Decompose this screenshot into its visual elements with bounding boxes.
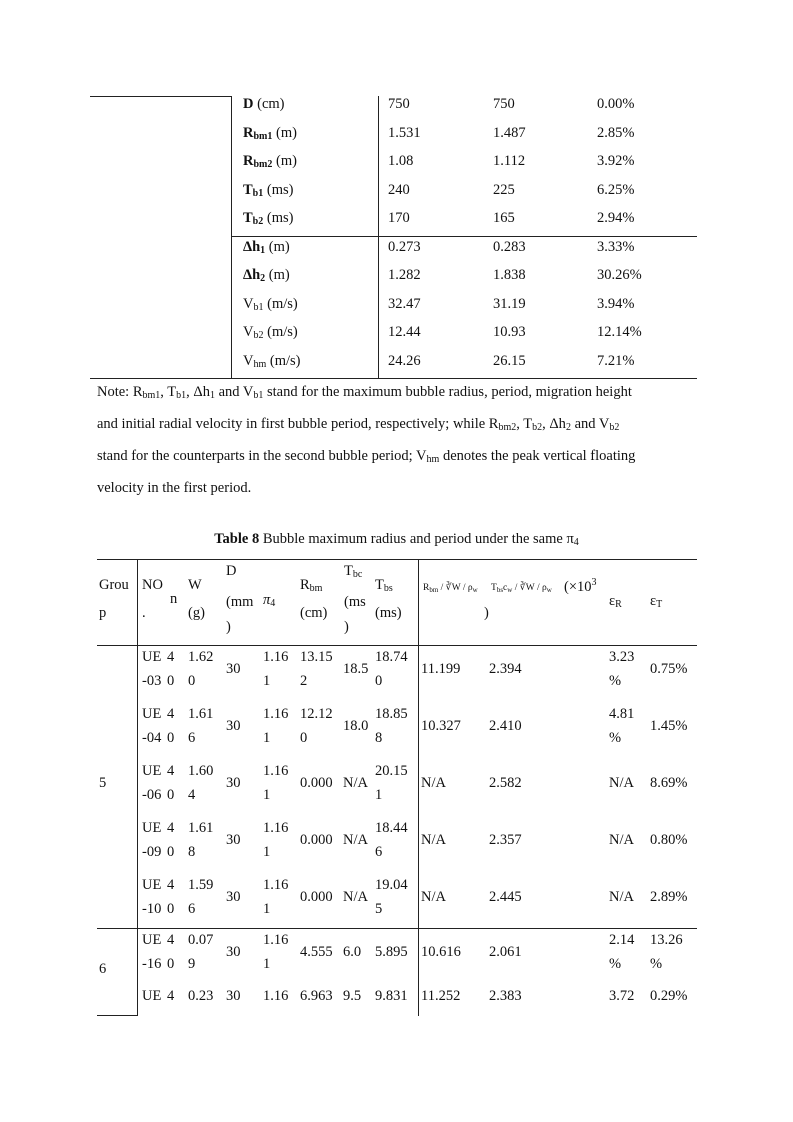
col-n-header: n [170,591,178,607]
col-rbm-header: $R_{bm}$ [300,577,323,594]
top-row-value-1: 240 [388,181,410,198]
top-row-label: $V_{b1}$ (m/s) [243,295,298,313]
cell-no: -04 [142,730,162,746]
top-row-error: 6.25% [597,181,635,198]
cell-epsilon-r: % [609,730,622,746]
col-group-header: Grou [99,577,129,593]
top-section-rule [231,236,697,237]
top-left-vrule [231,96,232,378]
top-row-value-1: 32.47 [388,295,421,312]
cell-d: 30 [226,775,241,791]
cell-pi4: 1.16 [263,763,289,779]
cell-w: 1.62 [188,649,214,665]
cell-pi4: 1 [263,730,271,746]
cell-t-normalized: 2.582 [489,775,522,791]
cell-no: UE [142,877,162,893]
top-row-label: $\Delta h_1$ (m) [243,238,290,256]
cell-r-normalized: 10.616 [421,944,461,960]
top-rule [90,96,231,97]
t8-bottom-stub [97,1015,138,1016]
cell-pi4: 1 [263,844,271,860]
cell-tbs: 19.04 [375,877,408,893]
top-row-error: 2.85% [597,124,635,141]
cell-tbs: 6 [375,844,383,860]
top-row-error: 3.92% [597,153,635,169]
note-line-4: velocity in the first period. [97,480,252,496]
col-rbm-header: (cm) [300,605,328,621]
cell-epsilon-t: 0.80% [650,832,688,848]
top-row-value-1: 0.273 [388,238,421,255]
top-row-label: $R_{bm2}$ (m) [243,153,297,170]
col-tbs-header: $T_{bs}$ [375,577,393,594]
cell-n: 4 [167,877,175,893]
cell-no: UE [142,649,162,665]
cell-epsilon-t: 13.26 [650,932,683,948]
cell-tbc: 9.5 [343,988,362,1004]
cell-w: 9 [188,956,196,972]
top-row-label: D (cm) [243,96,285,112]
col-tbc-header: ) [344,619,349,635]
cell-epsilon-t: 1.45% [650,718,688,734]
cell-epsilon-r: 3.72 [609,988,635,1004]
col-w-header: W [188,577,202,593]
top-mid-vrule [378,96,379,378]
col-tbc-header: $T_{bc}$ [344,563,363,580]
col-no-header: NO [142,577,163,593]
top-row-value-2: 225 [493,181,515,198]
caption-label: Table 8 [214,531,260,547]
top-row-error: 3.33% [597,238,635,255]
col-pi4-header: $\pi_4$ [263,592,276,609]
col-d-header: ) [226,619,231,635]
cell-t-normalized: 2.394 [489,661,522,677]
top-row-value-2: 1.487 [493,124,526,141]
top-row-value-2: 165 [493,210,515,226]
cell-no: -09 [142,844,162,860]
cell-w: 0.07 [188,932,214,948]
table-8-caption [0,531,793,548]
caption-sub: 4 [573,537,579,548]
top-row-label: $V_{hm}$ (m/s) [243,352,301,370]
cell-tbc: 18.0 [343,718,369,734]
top-row-error: 0.00% [597,96,635,112]
col-no-header: . [142,605,146,621]
cell-w: 1.60 [188,763,214,779]
top-row-value-2: 0.283 [493,238,526,255]
cell-t-normalized: 2.061 [489,944,522,960]
cell-no: UE [142,763,162,779]
top-row-value-2: 1.112 [493,153,526,169]
col-r-normalized-header: $R_{bm}$ / ∛W / $\rho_w$ [423,583,478,594]
top-row-label: $T_{b2}$ (ms) [243,210,294,227]
cell-n: 4 [167,988,175,1004]
top-row-error: 2.94% [597,210,635,226]
cell-no: -10 [142,901,162,917]
top-row-error: 12.14% [597,324,642,340]
cell-rbm: 0 [300,730,308,746]
col-tbs-header: (ms) [375,605,402,621]
cell-epsilon-t: 8.69% [650,775,688,791]
cell-t-normalized: 2.383 [489,988,522,1004]
t8-top-rule [97,559,697,560]
cell-no: -06 [142,787,162,803]
cell-tbc: N/A [343,832,368,848]
cell-t-normalized: 2.445 [489,889,522,905]
note-line-3: stand for the counterparts in the second bubble period; $V_{hm}$ denotes the peak vertical floating [97,448,636,465]
top-row-label: $R_{bm1}$ (m) [243,124,297,142]
note-line-2: and initial radial velocity in first bubble period, respectively; while $R_{bm2}$, $T_{b2}$, $\Delta h_2$ and $V_{b2}$ [97,416,620,433]
col-epsilon-t-header: $\varepsilon_T$ [650,593,663,610]
top-row-value-2: 10.93 [493,324,526,340]
top-row-value-2: 26.15 [493,352,526,369]
cell-w: 0 [188,673,196,689]
cell-pi4: 1.16 [263,932,289,948]
top-row-label: $V_{b2}$ (m/s) [243,324,298,341]
top-row-error: 3.94% [597,295,635,312]
top-row-value-2: 1.838 [493,267,526,283]
col-d-header: D [226,563,237,579]
cell-pi4: 1.16 [263,820,289,836]
cell-w: 4 [188,787,196,803]
cell-n: 4 [167,763,175,779]
cell-n: 0 [167,787,175,803]
cell-t-normalized: 2.410 [489,718,522,734]
cell-rbm: 0.000 [300,775,333,791]
cell-pi4: 1 [263,901,271,917]
top-row-value-2: 750 [493,96,515,112]
cell-w: 1.61 [188,706,214,722]
top-row-value-1: 12.44 [388,324,421,340]
cell-d: 30 [226,944,241,960]
cell-d: 30 [226,988,241,1004]
t8-header-rule [97,645,697,646]
cell-epsilon-r: % [609,956,622,972]
cell-rbm: 6.963 [300,988,333,1004]
group-label-5: 5 [99,775,107,791]
cell-w: 1.59 [188,877,214,893]
cell-epsilon-r: 4.81 [609,706,635,722]
col-w-header: (g) [188,605,205,621]
cell-tbs: 5 [375,901,383,917]
cell-n: 4 [167,706,175,722]
cell-w: 6 [188,901,196,917]
cell-w: 6 [188,730,196,746]
cell-epsilon-r: % [609,673,622,689]
top-row-value-2: 31.19 [493,295,526,312]
cell-n: 0 [167,956,175,972]
cell-pi4: 1.16 [263,649,289,665]
cell-tbs: 1 [375,787,383,803]
cell-w: 0.23 [188,988,214,1004]
cell-tbs: 5.895 [375,944,408,960]
cell-tbc: 18.5 [343,661,369,677]
cell-n: 0 [167,901,175,917]
cell-n: 0 [167,844,175,860]
cell-r-normalized: 11.199 [421,661,461,677]
cell-n: 0 [167,730,175,746]
cell-epsilon-t: 0.29% [650,988,688,1004]
cell-rbm: 2 [300,673,308,689]
cell-no: -03 [142,673,162,689]
cell-epsilon-t: 0.75% [650,661,688,677]
cell-no: UE [142,706,162,722]
cell-r-normalized: N/A [421,775,446,791]
table-note [97,378,697,503]
col-scale-header: ($\times 10^3$ [564,577,597,595]
cell-epsilon-r: 3.23 [609,649,635,665]
top-row-value-1: 1.282 [388,267,421,283]
col-tbc-header: (ms [344,594,366,610]
col-d-header: (mm [226,594,254,610]
cell-rbm: 12.12 [300,706,333,722]
cell-d: 30 [226,889,241,905]
cell-r-normalized: 10.327 [421,718,461,734]
cell-tbc: N/A [343,889,368,905]
cell-pi4: 1.16 [263,988,289,1004]
top-row-value-1: 24.26 [388,352,421,369]
top-row-error: 30.26% [597,267,642,283]
cell-epsilon-r: N/A [609,775,634,791]
cell-n: 4 [167,820,175,836]
cell-w: 1.61 [188,820,214,836]
top-row-value-1: 170 [388,210,410,226]
note-line-1: Note: $R_{bm1}$, $T_{b1}$, $\Delta h_1$ and $V_{b1}$ stand for the maximum bubble radius, period, migration height [97,384,632,401]
caption-text: Bubble maximum radius and period under the same π [259,531,574,547]
cell-pi4: 1.16 [263,706,289,722]
cell-n: 0 [167,673,175,689]
cell-rbm: 0.000 [300,889,333,905]
cell-tbs: 9.831 [375,988,408,1004]
cell-r-normalized: 11.252 [421,988,461,1004]
cell-d: 30 [226,661,241,677]
cell-rbm: 4.555 [300,944,333,960]
cell-tbs: 18.74 [375,649,408,665]
cell-rbm: 0.000 [300,832,333,848]
cell-pi4: 1.16 [263,877,289,893]
cell-pi4: 1 [263,673,271,689]
top-row-label: $T_{b1}$ (ms) [243,181,294,199]
cell-no: UE [142,932,162,948]
cell-n: 4 [167,932,175,948]
top-row-value-1: 1.08 [388,153,414,169]
t8-vrule-1 [137,559,138,1016]
t8-vrule-2 [418,559,419,1016]
cell-tbs: 20.15 [375,763,408,779]
cell-no: UE [142,988,162,1004]
cell-tbc: 6.0 [343,944,362,960]
col-t-normalized-header: $T_{bs}c_w$ / ∛W / $\rho_w$ [491,583,552,594]
cell-tbs: 8 [375,730,383,746]
col-scale-header: ) [484,605,489,621]
cell-epsilon-r: N/A [609,889,634,905]
cell-epsilon-r: 2.14 [609,932,635,948]
cell-r-normalized: N/A [421,832,446,848]
cell-epsilon-t: % [650,956,663,972]
cell-tbc: N/A [343,775,368,791]
top-row-value-1: 1.531 [388,124,421,141]
top-row-value-1: 750 [388,96,410,112]
top-row-error: 7.21% [597,352,635,369]
col-epsilon-r-header: $\varepsilon_R$ [609,593,622,610]
cell-no: -16 [142,956,162,972]
t8-group-rule [97,928,697,929]
cell-w: 8 [188,844,196,860]
cell-d: 30 [226,718,241,734]
top-row-label: $\Delta h_2$ (m) [243,267,290,284]
cell-no: UE [142,820,162,836]
cell-rbm: 13.15 [300,649,333,665]
cell-t-normalized: 2.357 [489,832,522,848]
cell-tbs: 0 [375,673,383,689]
cell-epsilon-t: 2.89% [650,889,688,905]
col-group-header: p [99,605,107,621]
group-label-6: 6 [99,961,107,977]
cell-pi4: 1 [263,956,271,972]
cell-n: 4 [167,649,175,665]
cell-pi4: 1 [263,787,271,803]
cell-epsilon-r: N/A [609,832,634,848]
cell-tbs: 18.44 [375,820,408,836]
cell-tbs: 18.85 [375,706,408,722]
cell-r-normalized: N/A [421,889,446,905]
cell-d: 30 [226,832,241,848]
